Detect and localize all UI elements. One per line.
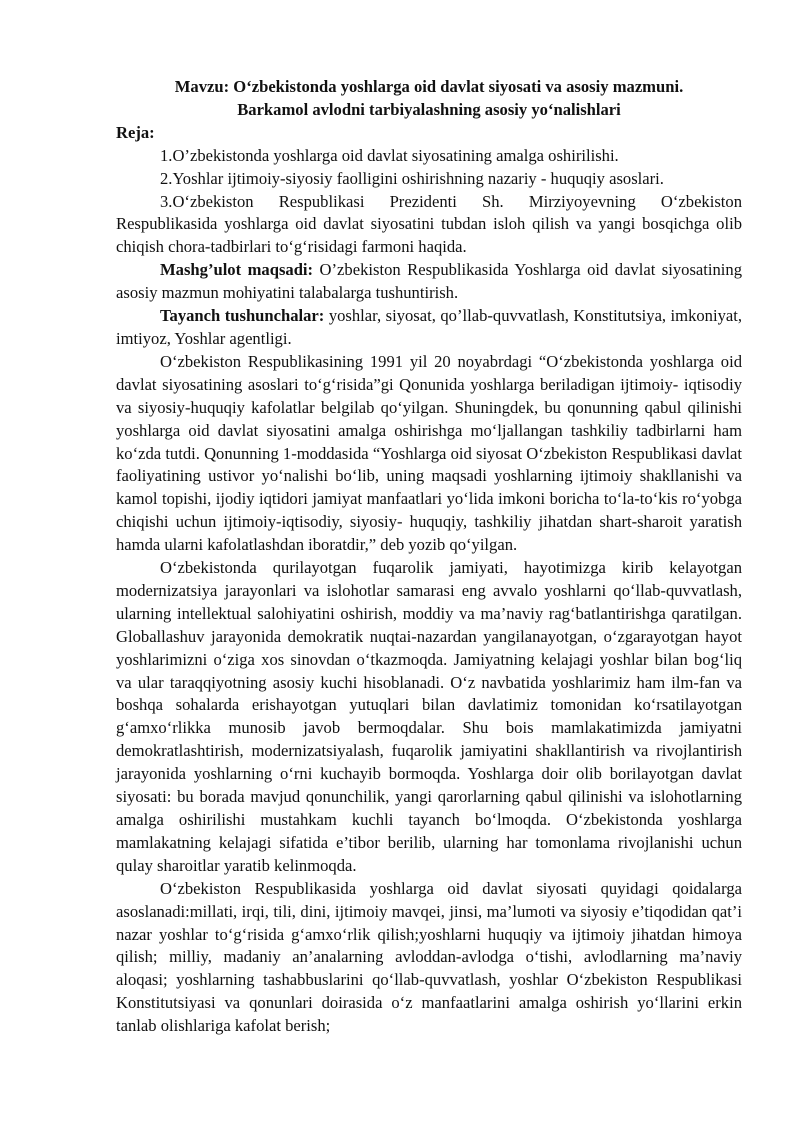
lesson-goal (116, 259, 742, 305)
key-concepts-label: Tayanch tushunchalar: (160, 306, 325, 326)
body-paragraph-2: O‘zbekistonda qurilayotgan fuqarolik jamiyati, hayotimizga kirib kelayotgan modernizatsiya jarayonlari va islohotlar samarasi eng avvalo yoshlarni qo‘llab-quvvatlash, ularning intellektual salohiyatini oshirish, moddiy va ma’naviy rag‘batlantirishga qaratilgan. Globallashuv jarayonida demokratik nuqtai-nazardan yangilanayotgan, o‘zgarayotgan hayot yoshlarimizni o‘ziga xos sinovdan o‘tkazmoqda. Jamiyatning kelajagi yoshlar bilan bog‘liq va ular taraqqiyotning asosiy kuchi hisoblanadi. O‘z navbatida yoshlarimiz ham ilm-fan va boshqa sohalarda erishayotgan yutuqlari bilan davlatimiz tomonidan ko‘rsatilayotgan g‘amxo‘rlikka munosib javob bermoqdalar. Shu bois mamlakatimizda jamiyatni demokratlashtirish, modernizatsiyalash, fuqarolik jamiyatini shakllantirish va rivojlantirish jarayonida yoshlarning o‘rni kuchayib bormoqda. Yoshlarga doir olib borilayotgan davlat siyosati: bu borada mavjud qonunchilik, yangi qarorlarning qabul qilinishi va islohotlarning amalga oshirilishi mustahkam kuchli tayanch bo‘lmoqda. O‘zbekistonda yoshlarga mamlakatning kelajagi sifatida e’tibor berilib, ularning har tomonlama rivojlanishi uchun qulay sharoitlar yaratib kelinmoqda. (116, 558, 742, 875)
plan-list (116, 145, 742, 260)
plan-item: 3.O‘zbekiston Respublikasi Prezidenti Sh. Mirziyoyevning O‘zbekiston Respublikasida yoshlarga oid davlat siyosatini tubdan isloh qilish va yangi bosqichga olib chiqish chora-tadbirlari to‘g‘risidagi farmoni haqida. (116, 191, 742, 257)
key-concepts (116, 305, 742, 351)
body-paragraph-3: O‘zbekiston Respublikasida yoshlarga oid davlat siyosati quyidagi qoidalarga asoslanadi:millati, irqi, tili, dini, ijtimoiy mavqei, jinsi, ma’lumoti va siyosiy e’tiqodidan qat’i nazar yoshlar to‘g‘risida g‘amxo‘rlik qilish;yoshlarni huquqiy va ijtimoiy jihatdan himoya qilish; milliy, madaniy an’analarning avloddan-avlodga o‘tishi, avlodlarning ma’naviy aloqasi; yoshlarning tashabbuslarini qo‘llab-quvvatlash, yoshlar O‘zbekiston Respublikasi Konstitutsiyasi va qonunlari doirasida o‘z manfaatlarini amalga oshirish yo‘llarini erkin tanlab olishlariga kafolat berish; (116, 878, 742, 1036)
title-line-2: Barkamol avlodni tarbiyalashning asosiy yo‘nalishlari (237, 99, 621, 119)
document-page (116, 76, 742, 1038)
plan-label: Reja: (116, 122, 155, 142)
title-line-1: Mavzu: O‘zbekistonda yoshlarga oid davlat siyosati va asosiy mazmuni. (174, 77, 684, 96)
lesson-goal-text: O’zbekiston Respublikasida Yoshlarga oid davlat siyosatining asosiy mazmun mohiyatini talabalarga tushuntirish. (116, 260, 742, 303)
key-concepts-text: yoshlar, siyosat, qo’llab-quvvatlash, Konstitutsiya, imkoniyat, imtiyoz, Yoshlar agentligi. (116, 306, 743, 348)
body-paragraph-1: O‘zbekiston Respublikasining 1991 yil 20 noyabrdagi “O‘zbekistonda yoshlarga oid davlat siyosatining asoslari to‘g‘risida”gi Qonunida yoshlarga beriladigan ijtimoiy- iqtisodiy va siyosiy-huquqiy kafolatlar belgilab qo‘yilgan. Shuningdek, bu qonunning qabul qilinishi yoshlarga oid davlat siyosatini amalga oshirishga mo‘ljallangan tashkiliy tadbirlarni ham ko‘zda tutdi. Qonunning 1-moddasida “Yoshlarga oid siyosat O‘zbekiston Respublikasi davlat faoliyatining ustivor yo‘nalishi bo‘lib, uning maqsadi yoshlarning ijtimoiy shakllanishi va kamol topishi, ijodiy iqtidori jamiyat manfaatlari yo‘lida imkoni boricha to‘la-to‘kis ro‘yobga chiqishi uchun ijtimoiy-iqtisodiy, siyosiy- huquqiy, tashkiliy jihatdan shart-sharoit yaratish hamda ularni kafolatlashdan iboratdir,” deb yozib qo‘yilgan. (116, 351, 742, 555)
lesson-goal-label: Mashg’ulot maqsadi: (160, 260, 314, 280)
plan-item: 2.Yoshlar ijtimoiy-siyosiy faolligini oshirishning nazariy - huquqiy asoslari. (160, 168, 664, 188)
plan-item: 1.O’zbekistonda yoshlarga oid davlat siyosatining amalga oshirilishi. (160, 145, 619, 165)
document-title (116, 76, 742, 122)
